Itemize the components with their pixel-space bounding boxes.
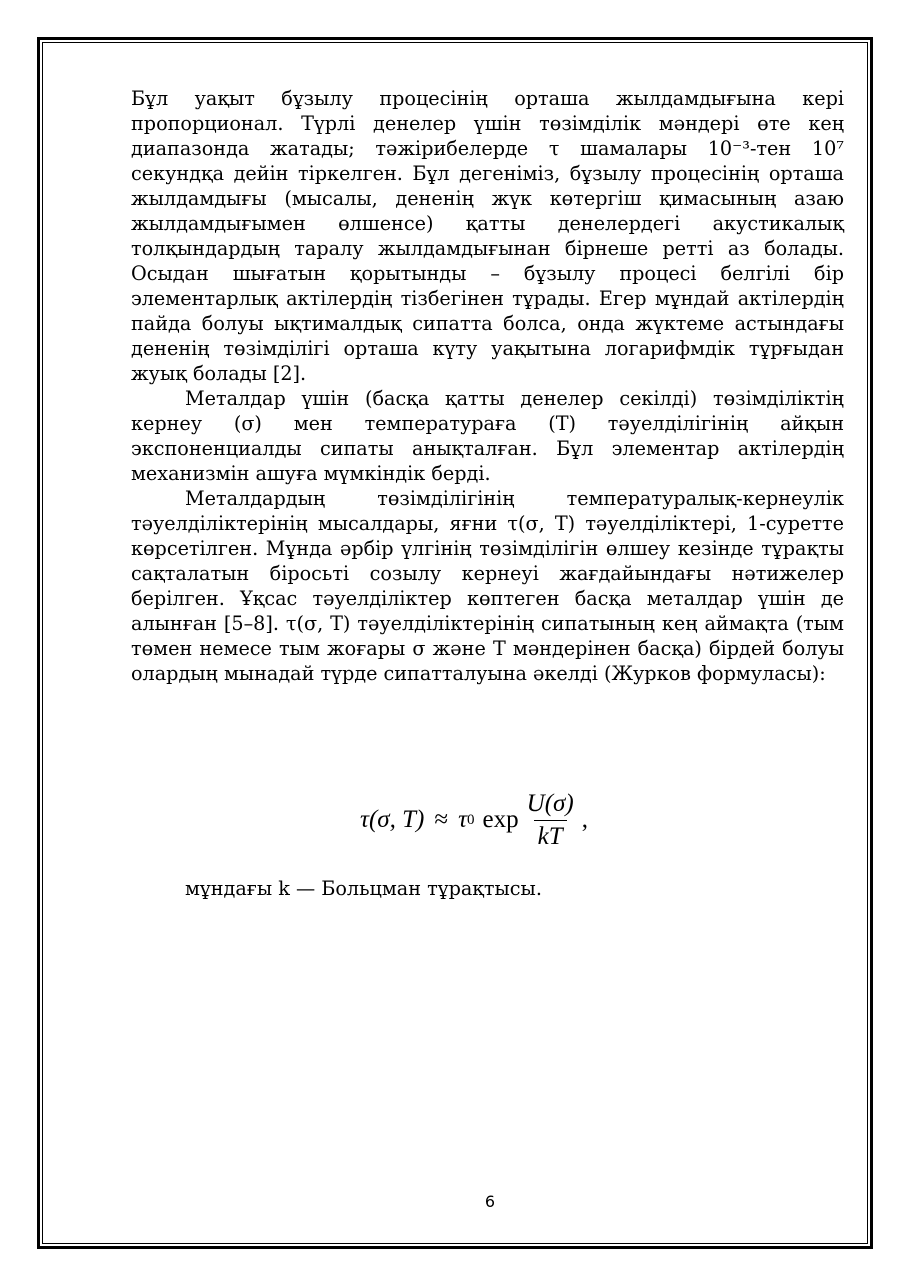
formula-fraction <box>523 790 578 851</box>
formula-numerator: U(σ) <box>526 789 574 817</box>
formula-approx-sign: ≈ <box>434 806 449 833</box>
formula-explanation: мұндағы k — Больцман тұрақтысы. <box>185 877 542 900</box>
paragraph-3: Металдардың төзімділігінің температуралық-кернеулік тәуелділіктерінің мысалдары, яғни τ(σ, T) тәуелділіктері, 1-суретте көрсетілген. Мұнда әрбір үлгінің төзімділігін өлшеу кезінде тұрақты сақталатын біросьті созылу кернеуі жағдайындағы нәтижелер берілген. Ұқсас тәуелділіктер көптеген басқа металдар үшін де алынған [5–8]. τ(σ, T) тәуелділіктерінің сипатының кең аймақта (тым төмен немесе тым жоғары σ және T мәндерінен басқа) бірдей болуы олардың мынадай түрде сипатталуына әкелді (Журков формуласы): <box>131 487 844 685</box>
formula-tau: τ <box>458 806 468 833</box>
formula-trailing-comma: , <box>581 806 588 833</box>
formula-lhs: τ(σ, T) <box>360 806 425 833</box>
paragraph-1: Бұл уақыт бұзылу процесінің орташа жылдамдығына кері пропорционал. Түрлі денелер үшін төзімділік мәндері өте кең диапазонда жатады; тәжірибелерде τ шамалары 10⁻³-тен 10⁷ секундқа дейін тіркелген. Бұл дегеніміз, бұзылу процесінің орташа жылдамдығы (мысалы, дененің жүк көтергіш қимасының азаю жылдамдығымен өлшенсе) қатты денелердегі акустикалық толқындардың таралу жылдамдығынан бірнеше ретті аз болады. Осыдан шығатын қорытынды – бұзылу процесі белгілі бір элементарлық актілердің тізбегінен тұрады. Егер мұндай актілердің пайда болуы ықтималдық сипатта болса, онда жүктеме астындағы дененің төзімділігі орташа күту уақытына логарифмдік тұрғыдан жуық болады [2]. <box>131 87 844 385</box>
zhurkov-formula <box>360 785 588 855</box>
formula-denominator: kT <box>534 820 567 851</box>
formula-exp: exp <box>482 806 519 833</box>
body-text <box>131 86 844 686</box>
paragraph-2: Металдар үшін (басқа қатты денелер секілді) төзімділіктің кернеу (σ) мен температураға (T) тәуелділігінің айқын экспоненциалды сипаты анықталған. Бұл элементар актілердің механизмін ашуға мүмкіндік берді. <box>131 387 844 485</box>
formula-tau-subscript: 0 <box>467 811 475 828</box>
page-number: 6 <box>484 1192 496 1211</box>
